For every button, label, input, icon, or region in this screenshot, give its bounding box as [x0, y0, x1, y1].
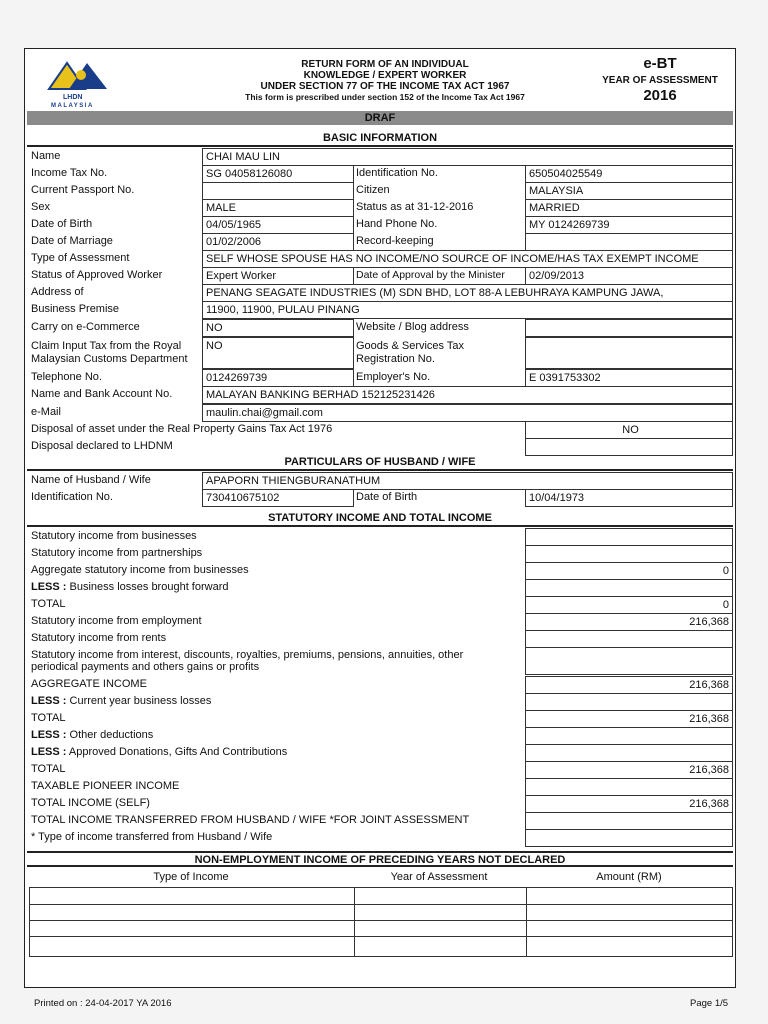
email-label: e-Mail — [31, 406, 61, 418]
form-code-block — [585, 55, 735, 104]
status-field[interactable]: MARRIED — [525, 199, 733, 217]
declared-label: Disposal declared to LHDNM — [31, 440, 173, 452]
address-line-2[interactable]: 11900, 11900, PULAU PINANG — [202, 301, 733, 319]
bank-field[interactable]: MALAYAN BANKING BERHAD 152125231426 — [202, 386, 733, 404]
income-row-value[interactable] — [525, 630, 733, 648]
non-employment-title: NON-EMPLOYMENT INCOME OF PRECEDING YEARS NOT DECLARED — [27, 851, 733, 867]
spouse-id-label: Identification No. — [31, 491, 113, 503]
income-row-value[interactable] — [525, 545, 733, 563]
form-frame — [24, 48, 736, 988]
spouse-name-field[interactable]: APAPORN THIENGBURANATHUM — [202, 472, 733, 490]
income-row-label: TOTAL — [31, 712, 66, 724]
income-row-label: AGGREGATE INCOME — [31, 678, 147, 690]
email-field[interactable]: maulin.chai@gmail.com — [202, 404, 733, 422]
year-of-assessment-label: YEAR OF ASSESSMENT — [602, 75, 718, 86]
worker-status-field[interactable]: Expert Worker — [202, 267, 354, 285]
title-line-3: UNDER SECTION 77 OF THE INCOME TAX ACT 1967 — [260, 81, 510, 92]
worker-status-label: Status of Approved Worker — [31, 269, 163, 281]
gst-label: Goods & Services Tax — [356, 340, 465, 352]
sex-label: Sex — [31, 201, 50, 213]
citizen-label: Citizen — [356, 184, 390, 196]
hand-phone-label: Hand Phone No. — [356, 218, 438, 230]
telephone-field[interactable]: 0124269739 — [202, 369, 354, 387]
income-row-label: Aggregate statutory income from businesses — [31, 564, 249, 576]
income-title: STATUTORY INCOME AND TOTAL INCOME — [27, 511, 733, 527]
passport-label: Current Passport No. — [31, 184, 135, 196]
lhdn-logo-icon — [45, 59, 129, 111]
spouse-dob-label: Date of Birth — [356, 491, 418, 503]
claim-input-tax-field[interactable]: NO — [202, 337, 354, 369]
logo-text-lhdn: LHDN — [63, 94, 83, 101]
disposal-label: Disposal of asset under the Real Property Gains Tax Act 1976 — [31, 423, 333, 435]
hand-phone-field[interactable]: MY 0124269739 — [525, 216, 733, 234]
citizen-field[interactable]: MALAYSIA — [525, 182, 733, 200]
assessment-type-field[interactable]: SELF WHOSE SPOUSE HAS NO INCOME/NO SOURCE OF INCOME/HAS TAX EXEMPT INCOME — [202, 250, 733, 268]
address-label: Address of — [31, 286, 84, 298]
income-row-value[interactable] — [525, 647, 733, 675]
income-row-label: Statutory income from businesses — [31, 530, 197, 542]
website-label: Website / Blog address — [356, 321, 469, 333]
col-type-of-income: Type of Income — [153, 871, 229, 883]
website-field[interactable] — [525, 319, 733, 337]
ecommerce-label: Carry on e-Commerce — [31, 321, 140, 333]
basic-info-title: BASIC INFORMATION — [27, 131, 733, 147]
claim-input-tax-label: Claim Input Tax from the Royal — [31, 340, 182, 352]
id-label: Identification No. — [356, 167, 438, 179]
spouse-dob-field[interactable]: 10/04/1973 — [525, 489, 733, 507]
income-row-label: Statutory income from partnerships — [31, 547, 203, 559]
spouse-name-label: Name of Husband / Wife — [31, 474, 151, 486]
employer-no-field[interactable]: E 0391753302 — [525, 369, 733, 387]
dob-label: Date of Birth — [31, 218, 93, 230]
income-row-label: Statutory income from interest, discounts, royalties, premiums, pensions, annuities, other — [31, 649, 464, 661]
assessment-type-label: Type of Assessment — [31, 252, 130, 264]
income-row-value[interactable] — [525, 829, 733, 847]
title-line-4: This form is prescribed under section 152 of the Income Tax Act 1967 — [245, 92, 525, 102]
income-row-value[interactable]: 216,368 — [525, 613, 733, 631]
form-title — [175, 59, 595, 103]
income-row-label-2: periodical payments and others gains or profits — [31, 661, 260, 673]
income-row-label: TOTAL INCOME TRANSFERRED FROM HUSBAND / WIFE *FOR JOINT ASSESSMENT — [31, 814, 470, 826]
income-row-label: LESS : Other deductions — [31, 729, 154, 741]
approval-date-field[interactable]: 02/09/2013 — [525, 267, 733, 285]
declared-field[interactable] — [525, 438, 733, 456]
income-row-value[interactable] — [525, 528, 733, 546]
col-amount: Amount (RM) — [596, 871, 662, 883]
ecommerce-field[interactable]: NO — [202, 319, 354, 337]
income-row-label: TOTAL — [31, 763, 66, 775]
income-row-value[interactable]: 216,368 — [525, 761, 733, 779]
address-line-1[interactable]: PENANG SEAGATE INDUSTRIES (M) SDN BHD, LOT 88-A LEBUHRAYA KAMPUNG JAWA, — [202, 284, 733, 302]
income-row-label: TOTAL INCOME (SELF) — [31, 797, 150, 809]
tax-no-label: Income Tax No. — [31, 167, 108, 179]
name-field[interactable]: CHAI MAU LIN — [202, 148, 733, 166]
tax-no-field[interactable]: SG 04058126080 — [202, 165, 354, 183]
draf-banner: DRAF — [27, 111, 733, 125]
income-row-value[interactable] — [525, 693, 733, 711]
spouse-title: PARTICULARS OF HUSBAND / WIFE — [27, 455, 733, 471]
col-year-of-assessment: Year of Assessment — [390, 871, 488, 883]
income-row-value[interactable] — [525, 778, 733, 796]
income-row-label: Statutory income from rents — [31, 632, 167, 644]
name-label: Name — [31, 150, 61, 162]
disposal-field[interactable]: NO — [525, 421, 733, 439]
page-number: Page 1/5 — [690, 998, 729, 1009]
income-row-label: * Type of income transferred from Husband / Wife — [31, 831, 273, 843]
bank-label: Name and Bank Account No. — [31, 388, 173, 400]
address-label-2: Business Premise — [31, 303, 120, 315]
status-label: Status as at 31-12-2016 — [356, 201, 474, 213]
income-row-value[interactable] — [525, 744, 733, 762]
dob-field[interactable]: 04/05/1965 — [202, 216, 354, 234]
gst-field[interactable] — [525, 337, 733, 369]
gst-label-2: Registration No. — [356, 353, 435, 365]
form-code: e-BT — [643, 55, 677, 72]
income-row-value[interactable] — [525, 579, 733, 597]
income-row-value[interactable] — [525, 727, 733, 745]
non-employment-table[interactable] — [29, 887, 733, 957]
income-row-label: TAXABLE PIONEER INCOME — [31, 780, 180, 792]
marriage-date-label: Date of Marriage — [31, 235, 113, 247]
printed-on: Printed on : 24-04-2017 YA 2016 — [34, 998, 172, 1009]
income-row-label: LESS : Business losses brought forward — [31, 581, 229, 593]
telephone-label: Telephone No. — [31, 371, 102, 383]
approval-date-label: Date of Approval by the Minister — [356, 269, 505, 281]
id-field[interactable]: 650504025549 — [525, 165, 733, 183]
logo-text-malaysia: MALAYSIA — [51, 103, 94, 109]
income-row-label: LESS : Current year business losses — [31, 695, 212, 707]
year-of-assessment: 2016 — [643, 87, 677, 104]
income-row-label: TOTAL — [31, 598, 66, 610]
employer-no-label: Employer's No. — [356, 371, 431, 383]
title-line-1: RETURN FORM OF AN INDIVIDUAL — [301, 59, 469, 70]
record-keeping-label: Record-keeping — [356, 235, 434, 247]
income-row-value[interactable] — [525, 812, 733, 830]
income-row-value[interactable]: 216,368 — [525, 710, 733, 728]
passport-field[interactable] — [202, 182, 354, 200]
claim-input-tax-label-2: Malaysian Customs Department — [31, 353, 188, 365]
sex-field[interactable]: MALE — [202, 199, 354, 217]
income-row-value[interactable]: 216,368 — [525, 795, 733, 813]
marriage-date-field[interactable]: 01/02/2006 — [202, 233, 354, 251]
spouse-id-field[interactable]: 730410675102 — [202, 489, 354, 507]
income-row-value[interactable]: 216,368 — [525, 676, 733, 694]
title-line-2: KNOWLEDGE / EXPERT WORKER — [303, 70, 467, 81]
income-row-value[interactable]: 0 — [525, 596, 733, 614]
income-row-value[interactable]: 0 — [525, 562, 733, 580]
record-keeping-field[interactable] — [525, 233, 733, 251]
income-row-label: Statutory income from employment — [31, 615, 202, 627]
income-row-label: LESS : Approved Donations, Gifts And Contributions — [31, 746, 288, 758]
